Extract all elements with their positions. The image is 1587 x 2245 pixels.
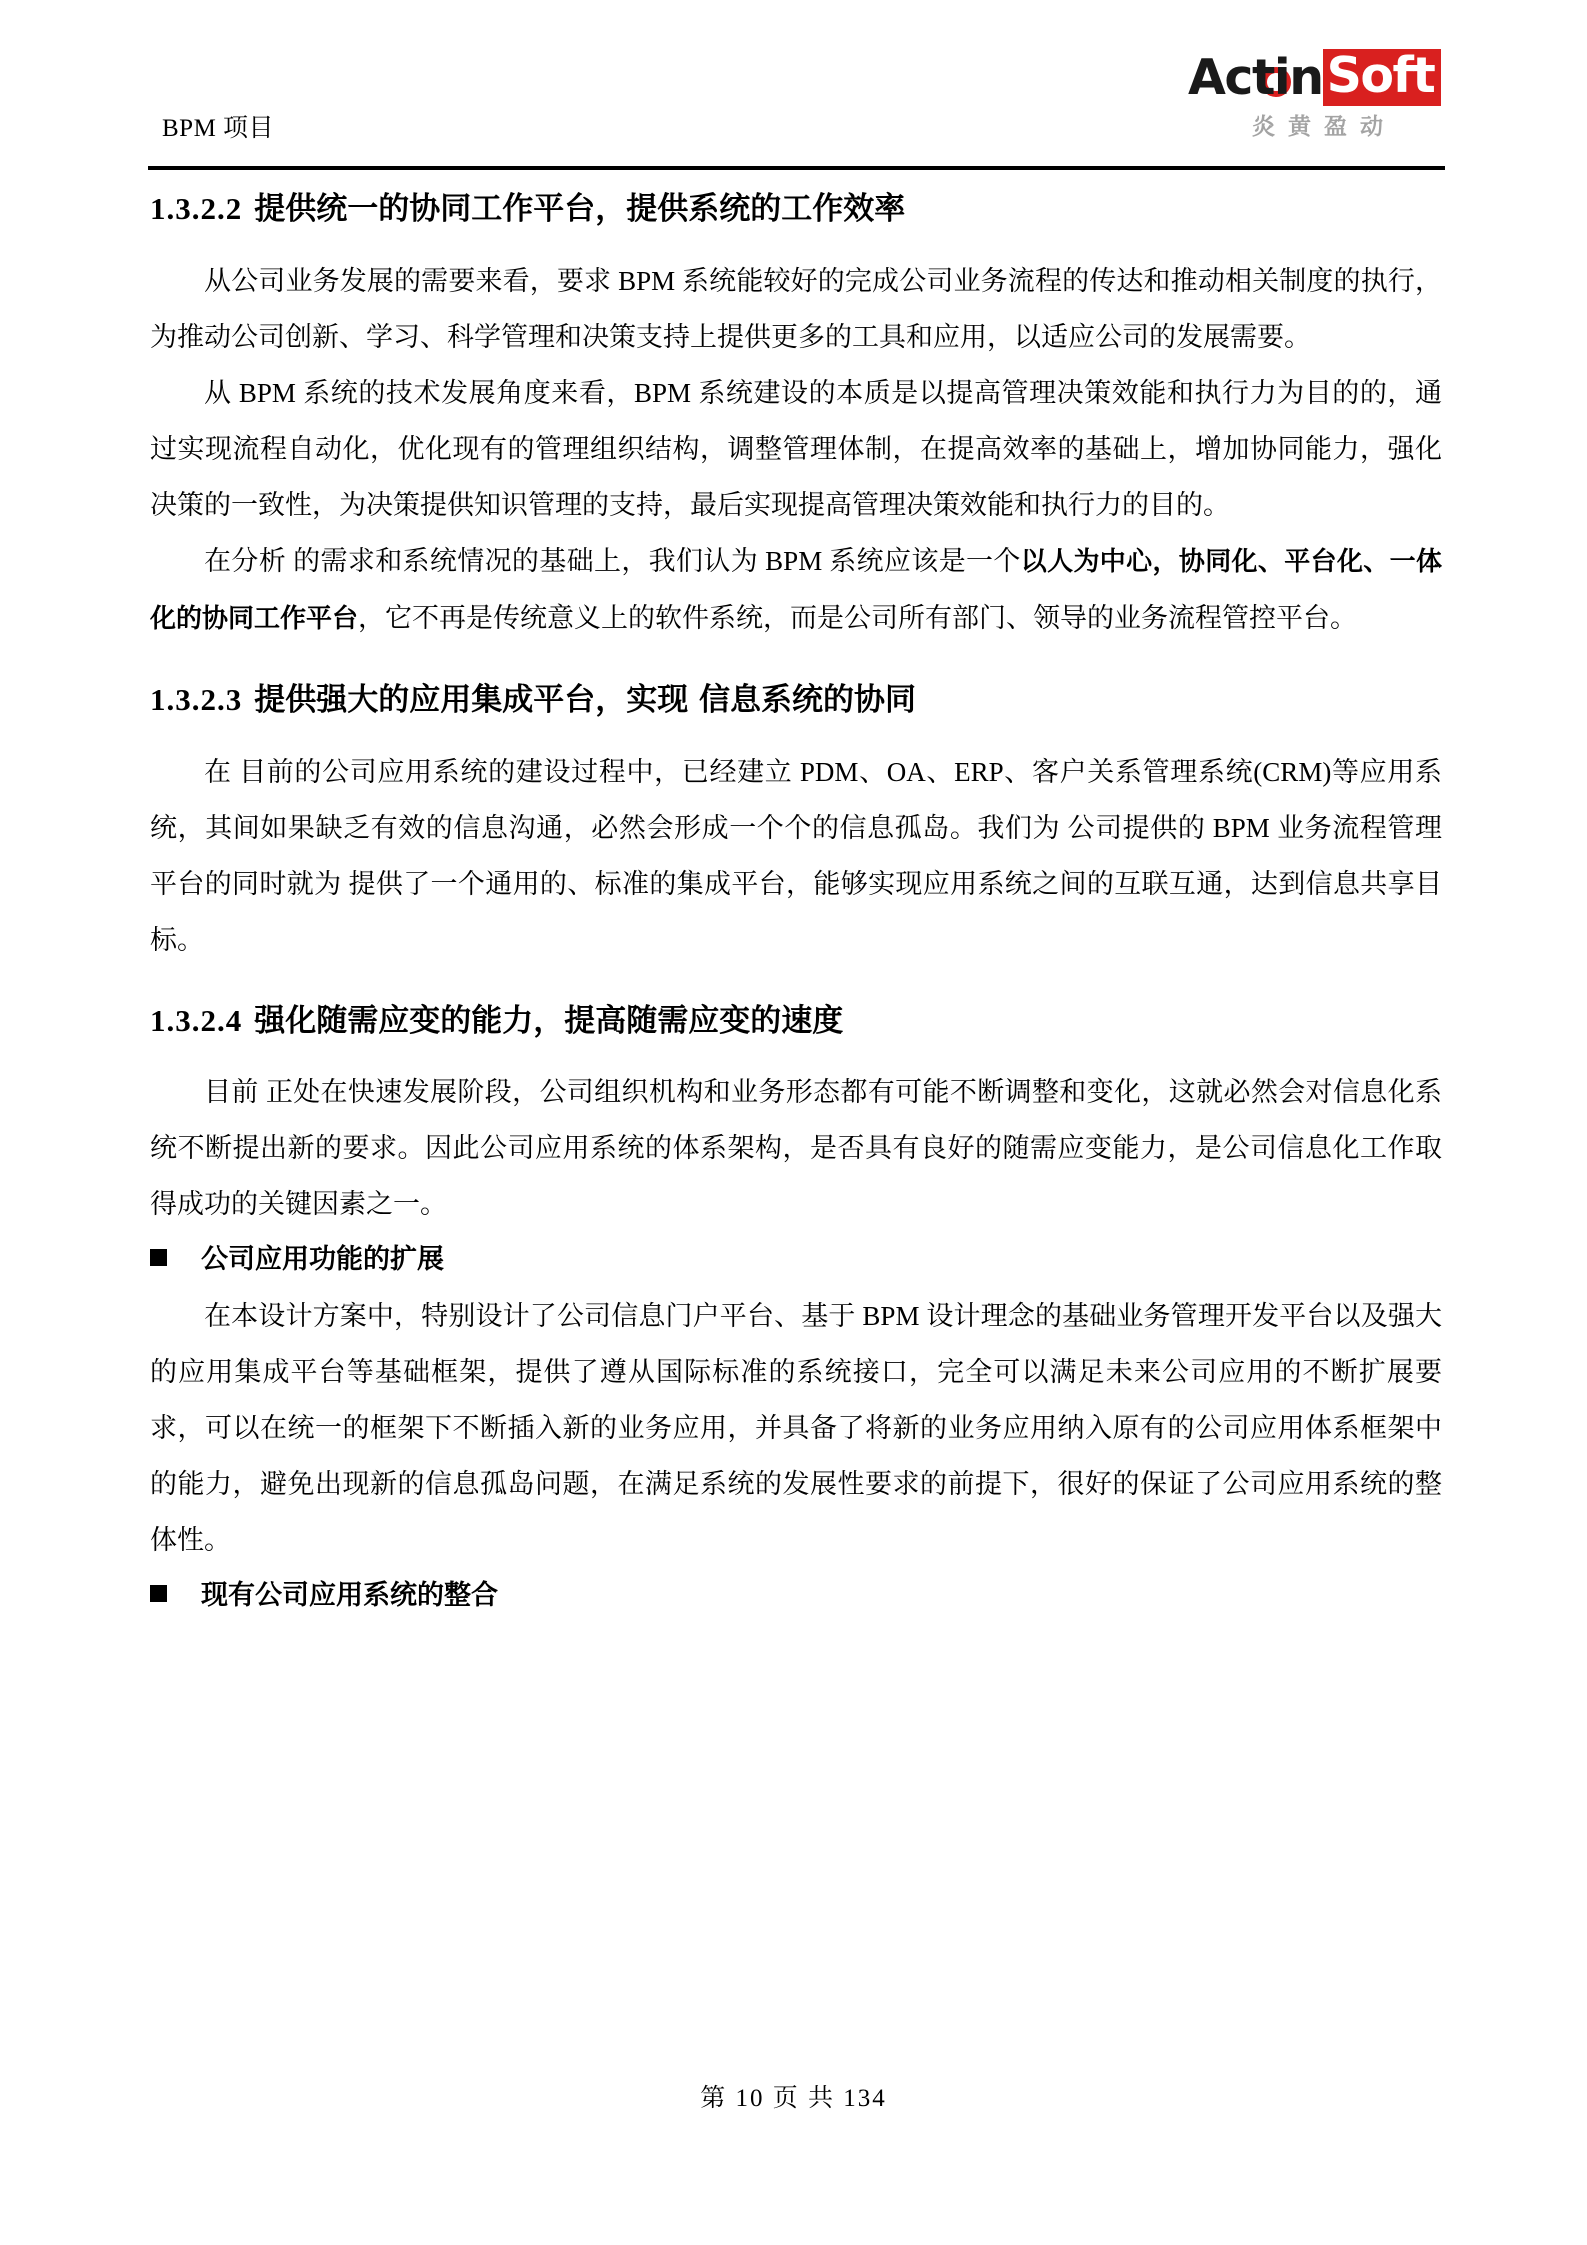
paragraph-tail: ，它不再是传统意义上的软件系统，而是公司所有部门、领导的业务流程管控平台。	[358, 602, 1358, 633]
document-content	[150, 190, 1442, 1624]
section-heading-1323	[150, 681, 1442, 720]
bullet-item	[150, 1232, 1442, 1288]
section-heading-1322	[150, 190, 1442, 229]
logo-chinese-subtitle: 炎黄盈动	[1252, 114, 1396, 140]
paragraph-lead: 在分析 的需求和系统情况的基础上，我们认为 BPM 系统应该是一个	[204, 545, 1021, 576]
logo-soft-text: Soft	[1323, 49, 1442, 106]
header-divider	[148, 166, 1445, 170]
paragraph: 目前 正处在快速发展阶段，公司组织机构和业务形态都有可能不断调整和变化，这就必然会对信息化系统不断提出新的要求。因此公司应用系统的体系架构，是否具有良好的随需应变能力，是公司信息化工作取得成功的关键因素之一。	[150, 1077, 1442, 1220]
section-number: 1.3.2.3	[150, 681, 243, 717]
section-number: 1.3.2.4	[150, 1002, 243, 1038]
paragraph-with-emphasis	[150, 533, 1442, 647]
section-title: 提供强大的应用集成平台，实现 信息系统的协同	[254, 681, 917, 718]
section-heading-1324	[150, 1002, 1442, 1041]
square-bullet-icon	[150, 1585, 167, 1602]
paragraph: 在 目前的公司应用系统的建设过程中，已经建立 PDM、OA、ERP、客户关系管理系统(CRM)等应用系统，其间如果缺乏有效的信息沟通，必然会形成一个个的信息孤岛。我们为 公司提供的 BPM 业务流程管理平台的同时就为 提供了一个通用的、标准的集成平台，能够实现应用系统之间的互联互通，达到信息共享目标。	[150, 756, 1442, 955]
bullet-label: 公司应用功能的扩展	[201, 1244, 444, 1276]
paragraph: 在本设计方案中，特别设计了公司信息门户平台、基于 BPM 设计理念的基础业务管理开发平台以及强大的应用集成平台等基础框架，提供了遵从国际标准的系统接口，完全可以满足未来公司应用的不断扩展要求，可以在统一的框架下不断插入新的业务应用，并具备了将新的业务应用纳入原有的公司应用体系框架中的能力，避免出现新的信息孤岛问题，在满足系统的发展性要求的前提下，很好的保证了公司应用系统的整体性。	[150, 1301, 1442, 1556]
emphasis-text: 以人为中心，协同化、平台化、一体化的协同工作平台	[150, 546, 1442, 634]
square-bullet-icon	[150, 1249, 167, 1266]
page-footer: 第 10 页 共 134	[700, 2085, 887, 2112]
page-header	[148, 40, 1445, 170]
section-number: 1.3.2.2	[150, 191, 243, 226]
header-title: BPM 项目	[162, 115, 275, 142]
paragraph: 从公司业务发展的需要来看，要求 BPM 系统能较好的完成公司业务流程的传达和推动相关制度的执行，为推动公司创新、学习、科学管理和决策支持上提供更多的工具和应用，以适应公司的发展需要。	[150, 265, 1442, 352]
bullet-label: 现有公司应用系统的整合	[201, 1580, 498, 1612]
section-title: 提供统一的协同工作平台，提供系统的工作效率	[254, 191, 906, 227]
paragraph: 从 BPM 系统的技术发展角度来看，BPM 系统建设的本质是以提高管理决策效能和执行力为目的的，通过实现流程自动化，优化现有的管理组织结构，调整管理体制，在提高效率的基础上，增加协同能力，强化决策的一致性，为决策提供知识管理的支持，最后实现提高管理决策效能和执行力的目的。	[150, 377, 1442, 520]
bullet-item	[150, 1568, 1442, 1624]
logo-wordmark	[1180, 46, 1441, 108]
actionsoft-logo	[1180, 46, 1445, 146]
logo-action-text: Actin	[1188, 48, 1323, 106]
section-title: 强化随需应变的能力，提高随需应变的速度	[254, 1002, 844, 1039]
